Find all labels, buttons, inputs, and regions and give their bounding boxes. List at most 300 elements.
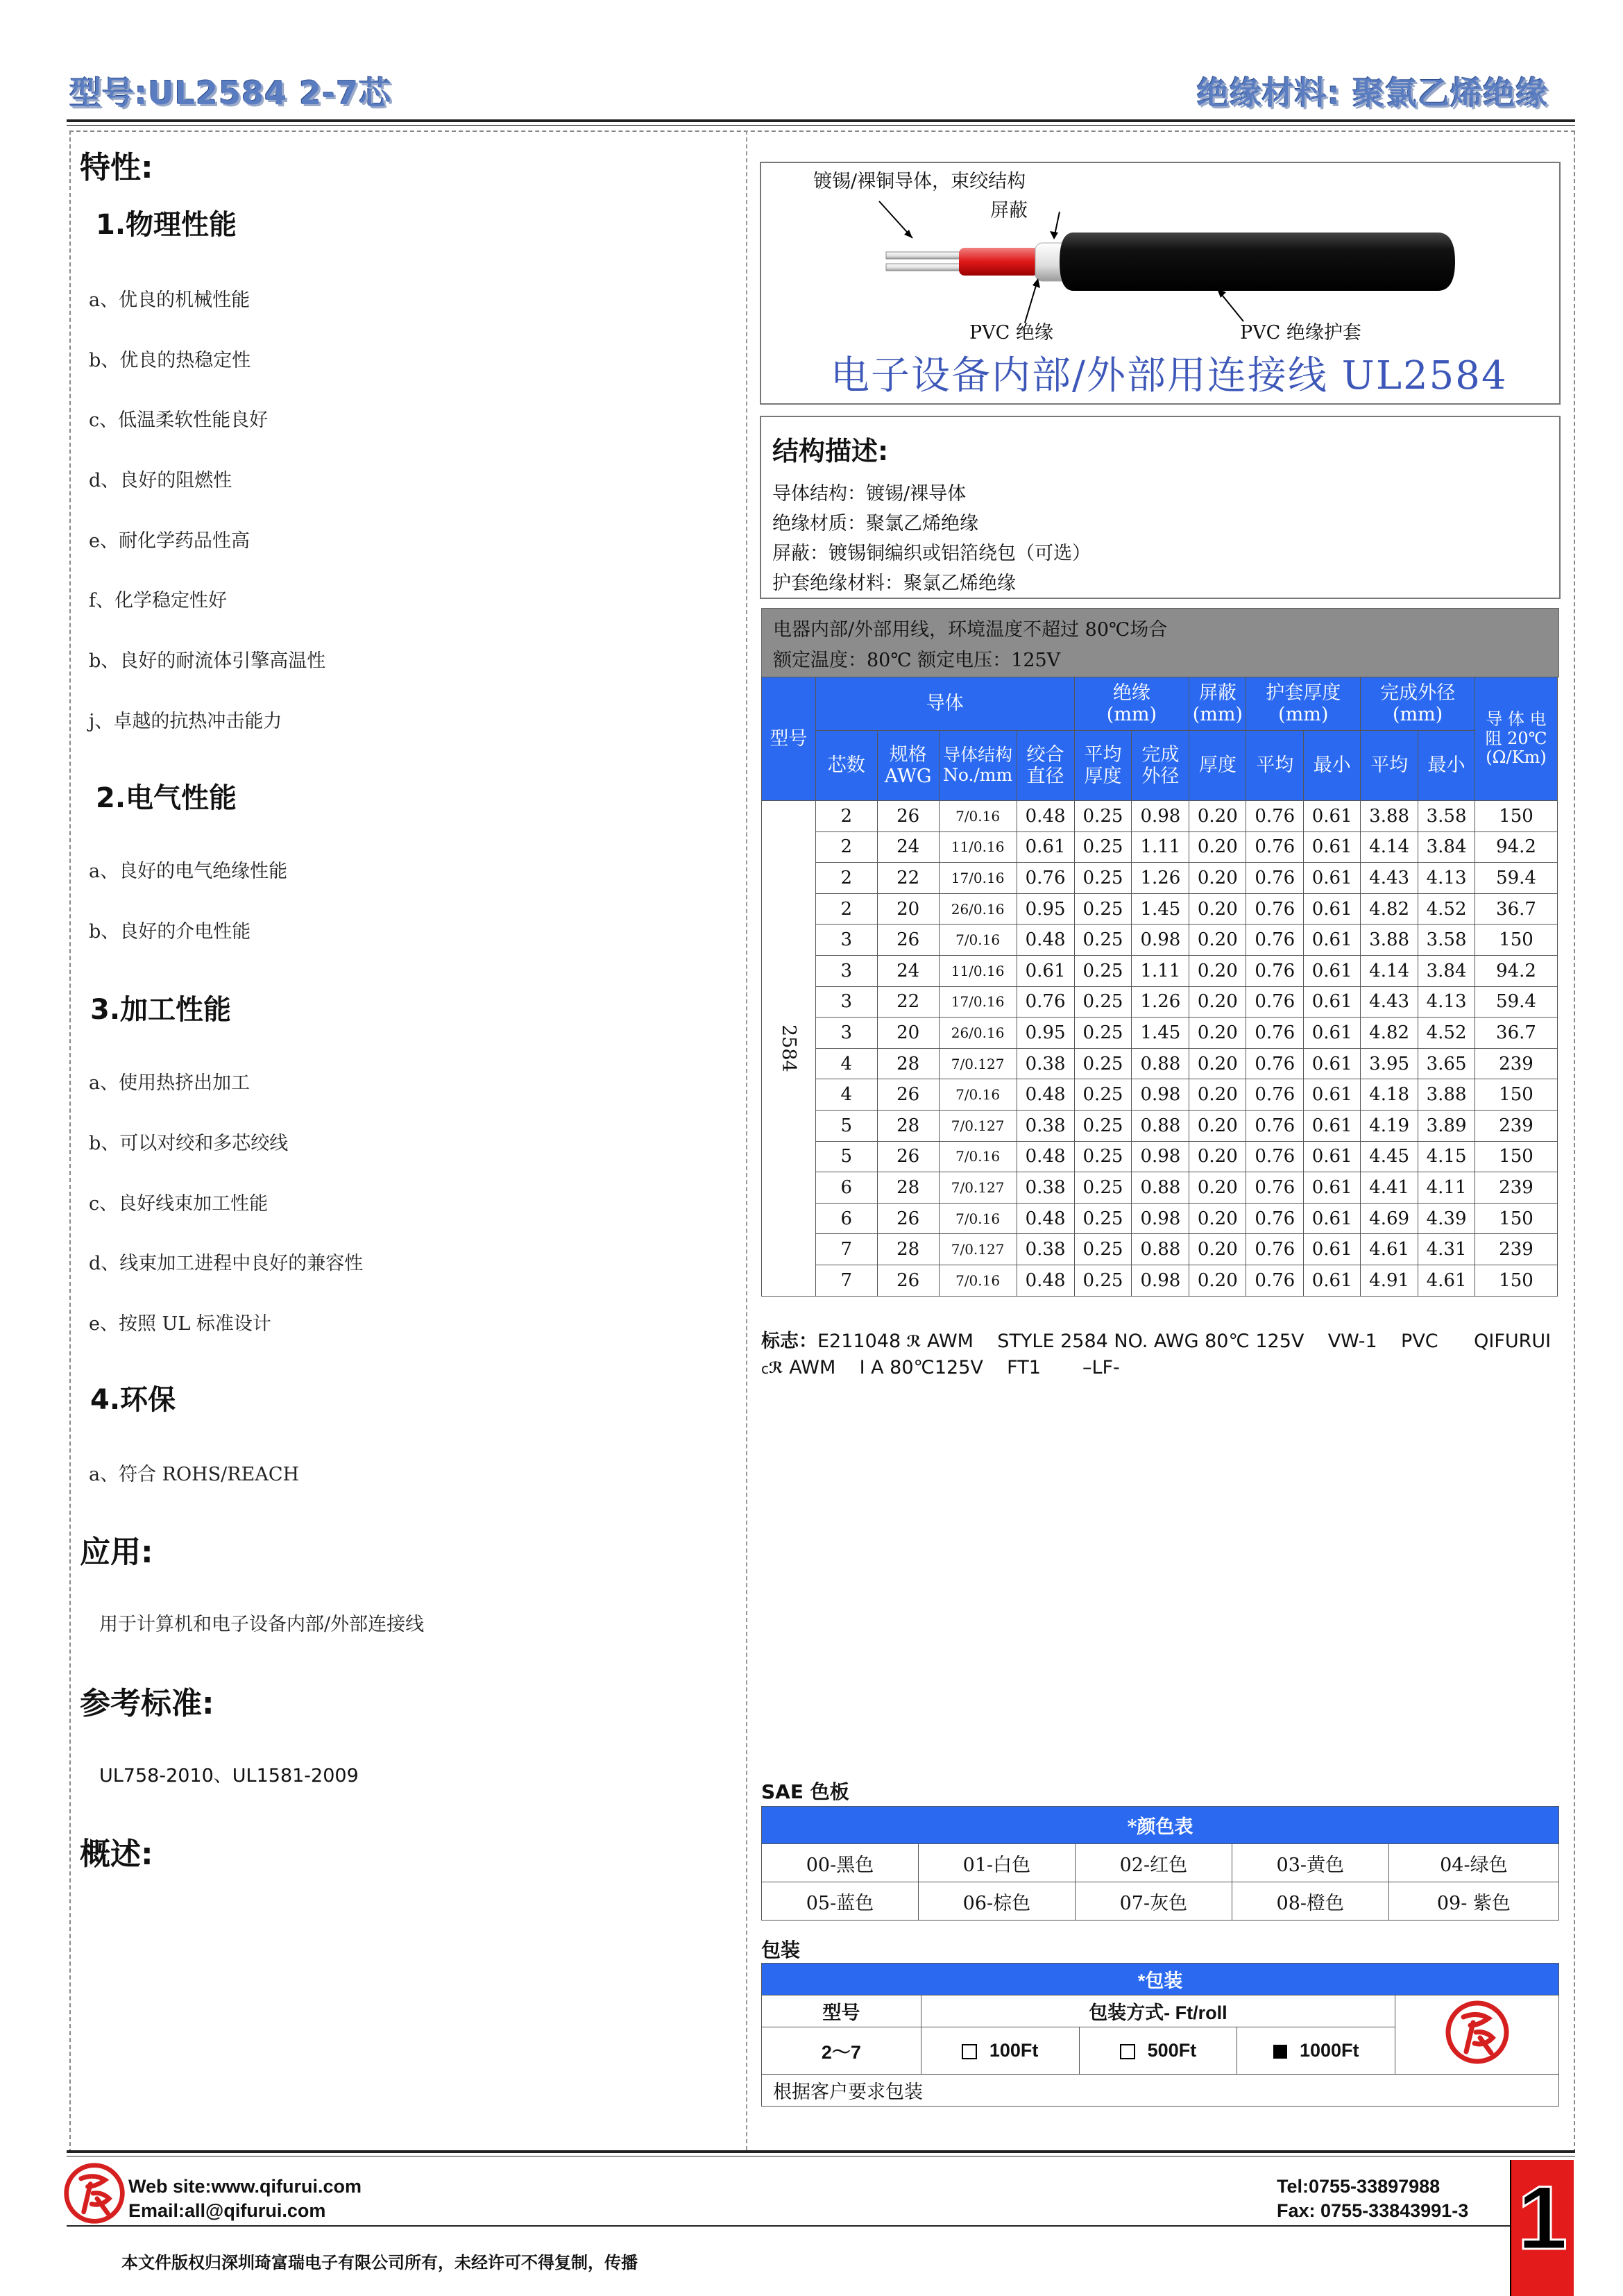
color-cell: 02-红色: [1075, 1844, 1232, 1882]
page-number-box: [1510, 2160, 1574, 2296]
spec-cell: 150: [1475, 1265, 1558, 1296]
sae-heading: SAE 色板: [761, 1780, 849, 1803]
spec-cell: 26: [877, 1141, 939, 1172]
spec-cell: 4.69: [1361, 1203, 1418, 1234]
spec-cell: 4.82: [1361, 1018, 1418, 1049]
spec-cell: 0.61: [1304, 1172, 1361, 1204]
th-avg-thick: 平均 厚度: [1074, 731, 1132, 801]
structure-line: 绝缘材质：聚氯乙烯绝缘: [772, 513, 978, 534]
spec-cell: 0.76: [1246, 1234, 1304, 1265]
arrowhead: [1050, 231, 1058, 239]
th-done-od: 完成 外径: [1132, 731, 1189, 801]
spec-cell: 0.38: [1017, 1172, 1074, 1204]
spec-cell: 0.61: [1304, 863, 1361, 894]
checkbox-empty-icon: [1120, 2044, 1135, 2059]
marking-code: E211048: [817, 1331, 901, 1352]
spec-cell: 239: [1475, 1234, 1558, 1265]
physical-heading: 1.物理性能: [96, 209, 237, 241]
spec-row: [762, 1203, 1558, 1234]
color-cell: 04-绿色: [1388, 1844, 1558, 1882]
spec-cell: 0.76: [1246, 1141, 1304, 1172]
spec-cell: 7/0.127: [939, 1234, 1017, 1265]
color-cell: 05-蓝色: [762, 1882, 919, 1921]
spec-cell: 22: [877, 986, 939, 1018]
processing-item: b、可以对绞和多芯绞线: [89, 1133, 289, 1154]
spec-cell: 0.25: [1074, 1203, 1132, 1234]
usage-box: [761, 608, 1559, 677]
spec-cell: 7/0.16: [939, 1079, 1017, 1111]
spec-cell: 26: [877, 801, 939, 832]
physical-item: d、良好的阻燃性: [89, 470, 232, 491]
pvc-jacket: [1060, 233, 1455, 291]
spec-cell: 0.48: [1017, 1141, 1074, 1172]
spec-cell: 150: [1475, 1203, 1558, 1234]
spec-cell: 0.25: [1074, 832, 1132, 863]
physical-item: c、低温柔软性能良好: [89, 410, 269, 431]
spec-cell: 0.20: [1189, 955, 1246, 986]
spec-cell: 0.38: [1017, 1234, 1074, 1265]
label-shield: 屏蔽: [990, 200, 1028, 221]
spec-cell: 0.61: [1304, 1203, 1361, 1234]
spec-cell: 7/0.16: [939, 1203, 1017, 1234]
pkg-option-100[interactable]: 100Ft: [921, 2027, 1079, 2075]
spec-row: [762, 1110, 1558, 1141]
pkg-model: 2～7: [762, 2027, 921, 2075]
spec-cell: 0.61: [1304, 1265, 1361, 1296]
spec-cell: 0.98: [1132, 801, 1189, 832]
spec-cell: 239: [1475, 1110, 1558, 1141]
model-cell: 2584: [762, 801, 816, 1297]
spec-cell: 26: [877, 1079, 939, 1111]
structure-line: 屏蔽：镀锡铜编织或铝箔绕包（可选）: [772, 543, 1091, 564]
spec-cell: 24: [877, 955, 939, 986]
spec-cell: 20: [877, 1018, 939, 1049]
color-cell: 06-棕色: [918, 1882, 1075, 1921]
spec-cell: 24: [877, 832, 939, 863]
spec-cell: 7/0.16: [939, 801, 1017, 832]
spec-cell: 0.76: [1246, 801, 1304, 832]
spec-cell: 3.65: [1418, 1048, 1475, 1079]
th-min2: 最小: [1418, 731, 1475, 801]
spec-cell: 3.84: [1418, 832, 1475, 863]
spec-cell: 0.76: [1246, 1203, 1304, 1234]
spec-cell: 3.84: [1418, 955, 1475, 986]
spec-cell: 0.20: [1189, 1141, 1246, 1172]
spec-cell: 0.20: [1189, 925, 1246, 956]
company-logo: [1443, 1998, 1512, 2067]
pkg-option-500[interactable]: 500Ft: [1079, 2027, 1237, 2075]
spec-cell: 94.2: [1475, 955, 1558, 986]
spec-cell: 7/0.16: [939, 1141, 1017, 1172]
packaging-bar: *包装: [762, 1964, 1559, 1995]
spec-cell: 0.88: [1132, 1048, 1189, 1079]
spec-cell: 0.61: [1017, 955, 1074, 986]
th-thickness: 厚度: [1189, 731, 1246, 801]
th-conductor: 导体: [815, 677, 1074, 731]
spec-cell: 26/0.16: [939, 1018, 1017, 1049]
pkg-h-model: 型号: [762, 1995, 921, 2027]
spec-cell: 4: [815, 1079, 877, 1111]
spec-cell: 3: [815, 925, 877, 956]
th-resistance: 导 体 电 阻 20℃ (Ω/Km): [1475, 677, 1558, 801]
color-cell: 08-橙色: [1232, 1882, 1388, 1921]
spec-cell: 0.61: [1304, 1234, 1361, 1265]
spec-cell: 0.76: [1246, 1265, 1304, 1296]
processing-heading: 3.加工性能: [90, 994, 232, 1026]
spec-cell: 0.20: [1189, 1048, 1246, 1079]
spec-cell: 0.20: [1189, 1110, 1246, 1141]
spec-row: [762, 1234, 1558, 1265]
footer-logo: [61, 2160, 128, 2227]
spec-cell: 26/0.16: [939, 893, 1017, 925]
spec-cell: 0.98: [1132, 1141, 1189, 1172]
physical-item: b、良好的耐流体引擎高温性: [89, 650, 326, 672]
structure-line: 导体结构：镀锡/裸导体: [772, 483, 967, 505]
th-structure: 导体结构 No./mm: [939, 731, 1017, 801]
spec-cell: 4.52: [1418, 1018, 1475, 1049]
spec-cell: 0.95: [1017, 1018, 1074, 1049]
eco-heading: 4.环保: [90, 1384, 176, 1416]
spec-cell: 1.11: [1132, 832, 1189, 863]
th-shield: 屏蔽 (mm): [1189, 677, 1246, 731]
spec-cell: 2: [815, 801, 877, 832]
structure-heading: 结构描述:: [772, 436, 889, 466]
marking-line2: [761, 1357, 1120, 1378]
spec-cell: 7: [815, 1234, 877, 1265]
spec-row: [762, 955, 1558, 986]
marking-text2: AWM I A 80℃125V FT1 –LF-: [789, 1357, 1120, 1378]
spec-cell: 3: [815, 986, 877, 1018]
physical-item: f、化学稳定性好: [89, 590, 227, 611]
spec-cell: 5: [815, 1141, 877, 1172]
spec-cell: 4.19: [1361, 1110, 1418, 1141]
electrical-item: b、良好的介电性能: [89, 921, 251, 943]
spec-cell: 0.76: [1246, 863, 1304, 894]
spec-cell: 0.76: [1246, 986, 1304, 1018]
spec-cell: 59.4: [1475, 863, 1558, 894]
spec-cell: 0.76: [1246, 1110, 1304, 1141]
spec-table-body: [762, 801, 1558, 1297]
electrical-heading: 2.电气性能: [96, 782, 237, 814]
th-model: 型号: [762, 677, 816, 801]
spec-cell: 150: [1475, 801, 1558, 832]
spec-cell: 11/0.16: [939, 955, 1017, 986]
spec-cell: 0.88: [1132, 1234, 1189, 1265]
spec-cell: 0.61: [1304, 1079, 1361, 1111]
page-number: 1: [1517, 2167, 1568, 2268]
spec-cell: 4.18: [1361, 1079, 1418, 1111]
spec-cell: 150: [1475, 1079, 1558, 1111]
spec-cell: 239: [1475, 1048, 1558, 1079]
color-cell: 09- 紫色: [1388, 1882, 1558, 1921]
spec-cell: 20: [877, 893, 939, 925]
spec-row: [762, 925, 1558, 956]
spec-cell: 0.25: [1074, 986, 1132, 1018]
spec-cell: 0.38: [1017, 1110, 1074, 1141]
spec-cell: 4.14: [1361, 955, 1418, 986]
spec-cell: 7/0.127: [939, 1110, 1017, 1141]
spec-cell: 0.25: [1074, 863, 1132, 894]
spec-cell: 5: [815, 1110, 877, 1141]
spec-cell: 0.98: [1132, 925, 1189, 956]
spec-cell: 0.61: [1017, 832, 1074, 863]
spec-cell: 4.13: [1418, 863, 1475, 894]
th-cores: 芯数: [815, 731, 877, 801]
spec-cell: 36.7: [1475, 893, 1558, 925]
spec-cell: 0.76: [1246, 1018, 1304, 1049]
spec-cell: 0.25: [1074, 1018, 1132, 1049]
spec-row: [762, 1141, 1558, 1172]
spec-cell: 28: [877, 1172, 939, 1204]
spec-cell: 4.61: [1361, 1234, 1418, 1265]
spec-cell: 0.61: [1304, 801, 1361, 832]
spec-cell: 0.95: [1017, 893, 1074, 925]
spec-cell: 0.25: [1074, 801, 1132, 832]
color-cell: 01-白色: [918, 1844, 1075, 1882]
header-rule: [67, 119, 1575, 122]
spec-cell: 150: [1475, 925, 1558, 956]
spec-cell: 26: [877, 1265, 939, 1296]
spec-cell: 26: [877, 925, 939, 956]
spec-cell: 0.98: [1132, 1079, 1189, 1111]
spec-cell: 0.25: [1074, 925, 1132, 956]
th-insulation: 绝缘 (mm): [1074, 677, 1189, 731]
th-jacket: 护套厚度 (mm): [1246, 677, 1361, 731]
spec-cell: 28: [877, 1110, 939, 1141]
spec-cell: 3.88: [1361, 925, 1418, 956]
th-min: 最小: [1304, 731, 1361, 801]
th-avg: 平均: [1246, 731, 1304, 801]
spec-cell: 0.25: [1074, 1234, 1132, 1265]
ul-recognized-icon: ℛ: [906, 1333, 921, 1351]
spec-cell: 1.26: [1132, 986, 1189, 1018]
sae-color-table: [761, 1806, 1559, 1921]
marking-text: AWM STYLE 2584 NO. AWG 80℃ 125V VW-1 PVC QIFURUI: [926, 1331, 1552, 1352]
spec-cell: 4.91: [1361, 1265, 1418, 1296]
footer-email[interactable]: Email:all@qifurui.com: [128, 2200, 326, 2221]
spec-cell: 4.39: [1418, 1203, 1475, 1234]
spec-cell: 3.58: [1418, 925, 1475, 956]
checkbox-empty-icon: [962, 2044, 977, 2059]
spec-row: [762, 1172, 1558, 1204]
usage-line: 额定温度：80℃ 额定电压：125V: [773, 650, 1061, 671]
spec-cell: 1.45: [1132, 1018, 1189, 1049]
spec-cell: 0.61: [1304, 955, 1361, 986]
pkg-h-method: 包装方式- Ft/roll: [921, 1995, 1395, 2027]
color-cell: 03-黄色: [1232, 1844, 1388, 1882]
spec-cell: 239: [1475, 1172, 1558, 1204]
application-text: 用于计算机和电子设备内部/外部连接线: [99, 1614, 425, 1635]
spec-cell: 0.76: [1246, 1172, 1304, 1204]
ul-recognized-icon: ℛ: [769, 1360, 783, 1377]
th-strand-dia: 绞合 直径: [1017, 731, 1074, 801]
spec-cell: 0.61: [1304, 1141, 1361, 1172]
spec-cell: 0.76: [1017, 863, 1074, 894]
spec-cell: 4.14: [1361, 832, 1418, 863]
spec-cell: 0.61: [1304, 986, 1361, 1018]
standard-text: UL758-2010、UL1581-2009: [99, 1765, 359, 1787]
spec-cell: 0.20: [1189, 1265, 1246, 1296]
diagram-title: 电子设备内部/外部用连接线 UL2584: [831, 353, 1508, 398]
header-rule-thin: [67, 125, 1575, 126]
spec-cell: 4.15: [1418, 1141, 1475, 1172]
spec-cell: 0.25: [1074, 1079, 1132, 1111]
structure-line: 护套绝缘材料：聚氯乙烯绝缘: [772, 573, 1016, 594]
spec-cell: 0.61: [1304, 925, 1361, 956]
spec-row: [762, 801, 1558, 832]
spec-cell: 94.2: [1475, 832, 1558, 863]
cable-diagram-panel: [760, 162, 1561, 405]
spec-cell: 0.98: [1132, 1265, 1189, 1296]
spec-cell: 4.13: [1418, 986, 1475, 1018]
spec-row: [762, 986, 1558, 1018]
spec-cell: 4.31: [1418, 1234, 1475, 1265]
footer-rule: [67, 2150, 1575, 2153]
footer-rule-2: [67, 2225, 1510, 2227]
structure-panel: [760, 416, 1561, 599]
label-pvc-insulation: PVC 绝缘: [969, 322, 1053, 344]
spec-cell: 3: [815, 1018, 877, 1049]
spec-cell: 3.95: [1361, 1048, 1418, 1079]
spec-cell: 4.45: [1361, 1141, 1418, 1172]
spec-cell: 0.38: [1017, 1048, 1074, 1079]
spec-cell: 0.20: [1189, 1079, 1246, 1111]
th-avg2: 平均: [1361, 731, 1418, 801]
electrical-item: a、良好的电气绝缘性能: [89, 861, 288, 882]
spec-cell: 1.26: [1132, 863, 1189, 894]
spec-cell: 7/0.127: [939, 1048, 1017, 1079]
pkg-option-1000[interactable]: 1000Ft: [1237, 2027, 1395, 2075]
label-pvc-jacket: PVC 绝缘护套: [1240, 322, 1361, 344]
spec-cell: 59.4: [1475, 986, 1558, 1018]
processing-item: d、线束加工进程中良好的兼容性: [89, 1253, 364, 1274]
spec-cell: 150: [1475, 1141, 1558, 1172]
spec-table: [761, 677, 1558, 1297]
th-awg: 规格 AWG: [877, 731, 939, 801]
spec-cell: 0.76: [1246, 1048, 1304, 1079]
processing-item: c、良好线束加工性能: [89, 1193, 269, 1215]
spec-cell: 0.61: [1304, 893, 1361, 925]
overview-heading: 概述:: [80, 1837, 153, 1872]
spec-cell: 0.20: [1189, 986, 1246, 1018]
spec-cell: 4.41: [1361, 1172, 1418, 1204]
sae-bar: *颜色表: [762, 1807, 1559, 1844]
spec-cell: 4.82: [1361, 893, 1418, 925]
processing-item: a、使用热挤出加工: [89, 1072, 250, 1094]
spec-cell: 0.48: [1017, 1265, 1074, 1296]
marking-label: 标志：: [761, 1331, 817, 1352]
physical-item: j、卓越的抗热冲击能力: [89, 711, 282, 732]
spec-cell: 6: [815, 1172, 877, 1204]
spec-cell: 0.20: [1189, 832, 1246, 863]
spec-cell: 0.25: [1074, 893, 1132, 925]
spec-cell: 0.20: [1189, 863, 1246, 894]
spec-cell: 0.76: [1017, 986, 1074, 1018]
model-title: 型号:UL2584 2-7芯: [69, 74, 392, 112]
spec-cell: 0.20: [1189, 1172, 1246, 1204]
spec-cell: 36.7: [1475, 1018, 1558, 1049]
spec-row: [762, 1048, 1558, 1079]
spec-cell: 4.43: [1361, 863, 1418, 894]
spec-cell: 0.76: [1246, 893, 1304, 925]
spec-cell: 4.61: [1418, 1265, 1475, 1296]
spec-cell: 0.48: [1017, 801, 1074, 832]
spec-cell: 2: [815, 832, 877, 863]
spec-cell: 0.61: [1304, 1018, 1361, 1049]
spec-cell: 4.11: [1418, 1172, 1475, 1204]
spec-cell: 4: [815, 1048, 877, 1079]
spec-cell: 0.61: [1304, 1110, 1361, 1141]
spec-cell: 0.20: [1189, 1203, 1246, 1234]
standard-heading: 参考标准:: [80, 1686, 214, 1721]
spec-cell: 17/0.16: [939, 986, 1017, 1018]
footer-website[interactable]: Web site:www.qifurui.com: [128, 2176, 362, 2197]
packaging-heading: 包装: [761, 1939, 801, 1961]
spec-cell: 7/0.127: [939, 1172, 1017, 1204]
application-heading: 应用:: [80, 1535, 153, 1570]
spec-cell: 28: [877, 1048, 939, 1079]
spec-cell: 0.48: [1017, 1203, 1074, 1234]
checkbox-checked-icon: [1273, 2045, 1287, 2059]
logo-cell: [1395, 1995, 1559, 2075]
spec-cell: 3.58: [1418, 801, 1475, 832]
spec-cell: 3.88: [1361, 801, 1418, 832]
spec-cell: 28: [877, 1234, 939, 1265]
spec-cell: 0.98: [1132, 1203, 1189, 1234]
spec-cell: 0.76: [1246, 925, 1304, 956]
column-divider: [746, 130, 747, 2150]
spec-row: [762, 1265, 1558, 1296]
spec-cell: 1.11: [1132, 955, 1189, 986]
spec-cell: 0.20: [1189, 1234, 1246, 1265]
spec-cell: 0.25: [1074, 1172, 1132, 1204]
spec-cell: 0.61: [1304, 832, 1361, 863]
spec-cell: 3: [815, 955, 877, 986]
spec-cell: 7/0.16: [939, 925, 1017, 956]
pkg-note: 根据客户要求包装: [762, 2075, 1559, 2107]
usage-line: 电器内部/外部用线，环境温度不超过 80℃场合: [773, 619, 1168, 641]
spec-cell: 0.20: [1189, 801, 1246, 832]
spec-cell: 0.48: [1017, 925, 1074, 956]
spec-cell: 1.45: [1132, 893, 1189, 925]
color-cell: 07-灰色: [1075, 1882, 1232, 1921]
marking-c: c: [761, 1360, 769, 1377]
spec-cell: 0.61: [1304, 1048, 1361, 1079]
spec-cell: 0.88: [1132, 1172, 1189, 1204]
material-title: 绝缘材料: 聚氯乙烯绝缘: [1196, 74, 1548, 112]
spec-cell: 3.88: [1418, 1079, 1475, 1111]
spec-cell: 11/0.16: [939, 832, 1017, 863]
footer-fax: Fax: 0755-33843991-3: [1277, 2200, 1469, 2221]
spec-cell: 22: [877, 863, 939, 894]
label-conductor: 镀锡/裸铜导体，束绞结构: [813, 171, 1026, 192]
footer-copyright: 本文件版权归深圳琦富瑞电子有限公司所有，未经许可不得复制，传播: [121, 2253, 638, 2272]
th-od: 完成外径 (mm): [1361, 677, 1475, 731]
spec-row: [762, 893, 1558, 925]
color-cell: 00-黑色: [762, 1844, 919, 1882]
spec-cell: 2: [815, 863, 877, 894]
conductor-wire: [886, 252, 962, 259]
spec-cell: 26: [877, 1203, 939, 1234]
eco-item: a、符合 ROHS/REACH: [89, 1464, 300, 1485]
spec-cell: 0.76: [1246, 1079, 1304, 1111]
spec-cell: 0.25: [1074, 1141, 1132, 1172]
pvc-insulation: [959, 248, 1039, 276]
spec-cell: 0.76: [1246, 955, 1304, 986]
features-heading: 特性:: [80, 150, 153, 185]
spec-cell: 0.20: [1189, 893, 1246, 925]
spec-cell: 0.20: [1189, 1018, 1246, 1049]
